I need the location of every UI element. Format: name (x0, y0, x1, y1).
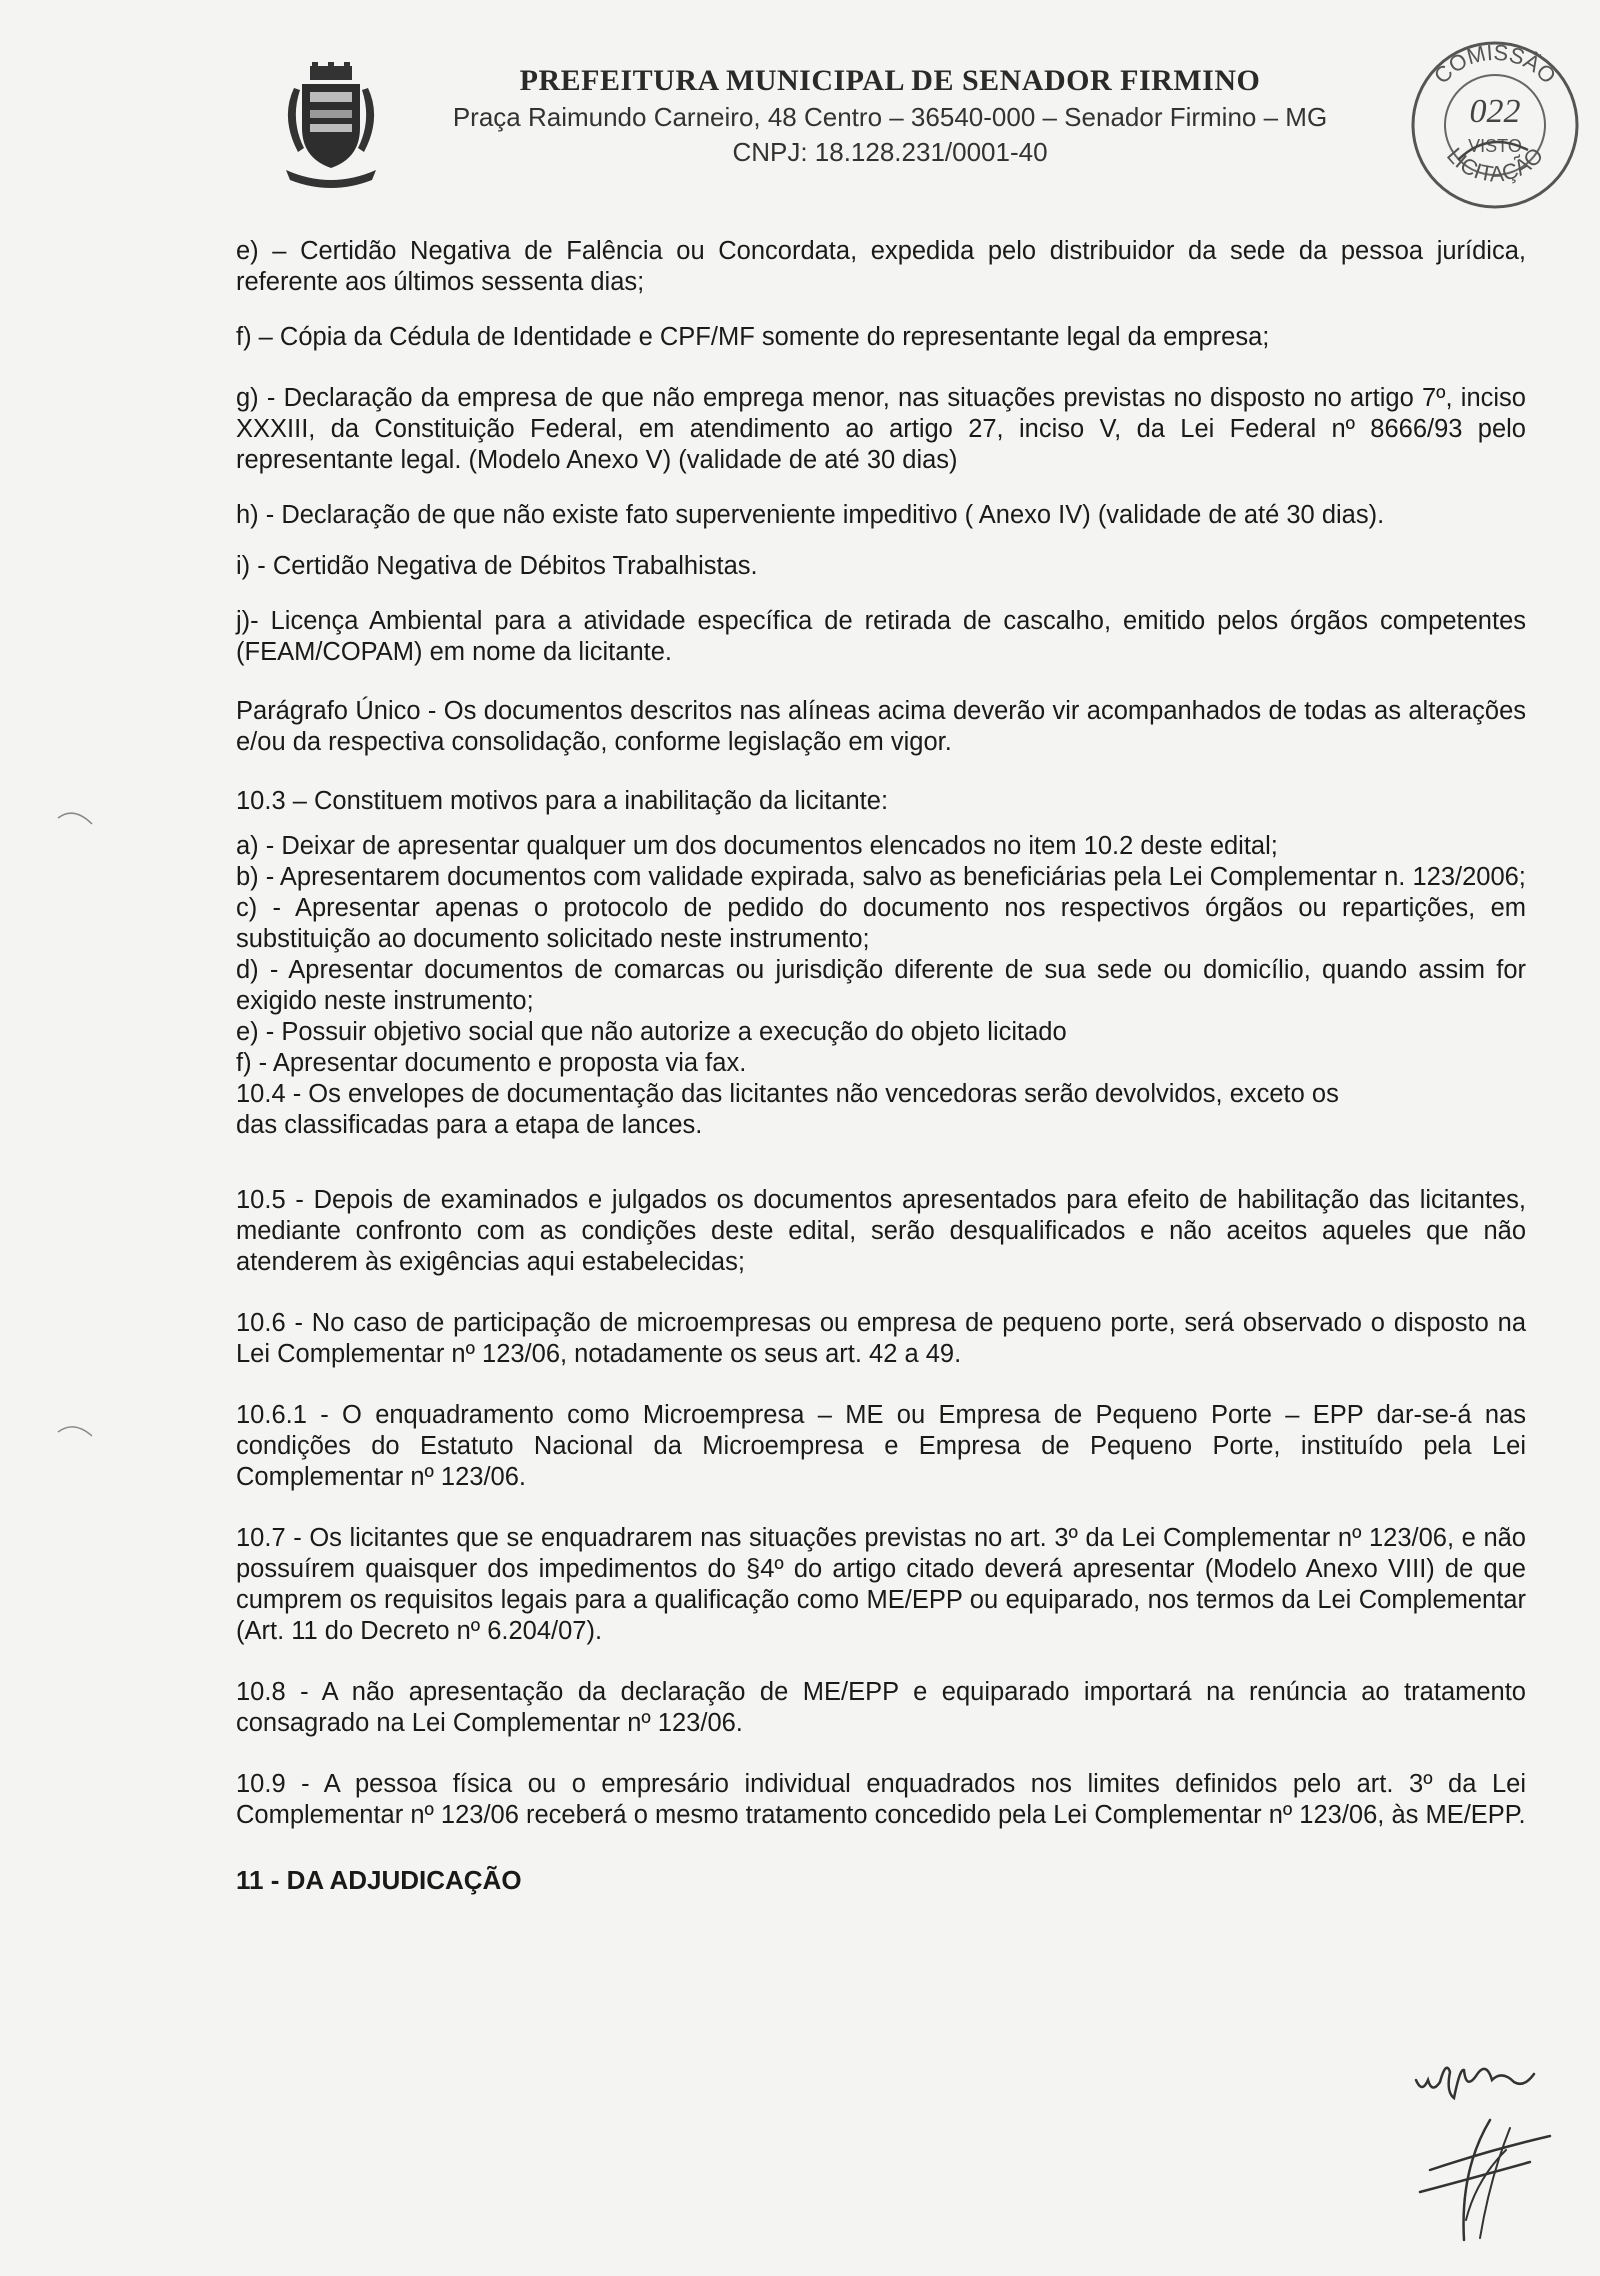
section-10-8: 10.8 - A não apresentação da declaração de ME/EPP e equiparado importará na renúncia ao tratamento consagrado na Lei Complementar nº 123/06. (236, 1678, 1526, 1737)
clause-j: j)- Licença Ambiental para a atividade específica de retirada de cascalho, emitido pelos órgãos competentes (FEAM/COPAM) em nome da licitante. (236, 607, 1526, 666)
signature-mark (1410, 2100, 1560, 2250)
margin-mark (56, 806, 96, 826)
municipality-title: PREFEITURA MUNICIPAL DE SENADOR FIRMINO (519, 64, 1261, 97)
stamp-top-text: COMISSÃO (1428, 39, 1561, 89)
list-item: f) - Apresentar documento e proposta via fax. (236, 1049, 747, 1077)
section-10-6-1: 10.6.1 - O enquadramento como Microempresa – ME ou Empresa de Pequeno Porte – EPP dar-se-á nas condições do Estatuto Nacional da Microempresa e Empresa de Pequeno Porte, instituído pela Lei Complementar nº 123/06. (236, 1401, 1526, 1491)
clause-f: f) – Cópia da Cédula de Identidade e CPF/MF somente do representante legal da empresa; (236, 323, 1270, 351)
list-item: a) - Deixar de apresentar qualquer um dos documentos elencados no item 10.2 deste edital; (236, 832, 1278, 860)
section-10-7: 10.7 - Os licitantes que se enquadrarem nas situações previstas no art. 3º da Lei Complementar nº 123/06, e não possuírem quaisquer dos impedimentos do §4º do artigo citado deverá apresentar (Modelo Anexo VIII) de que cumprem os requisitos legais para a qualificação como ME/EPP ou equiparado, nos termos da Lei Complementar (Art. 11 do Decreto nº 6.204/07). (236, 1524, 1526, 1645)
stamp-middle-text: VISTO (1468, 136, 1522, 156)
document-body (236, 236, 1526, 1896)
coat-of-arms-icon (272, 62, 390, 194)
municipality-address: Praça Raimundo Carneiro, 48 Centro – 36540-000 – Senador Firmino – MG (452, 102, 1328, 132)
section-10-9: 10.9 - A pessoa física ou o empresário individual enquadrados nos limites definidos pelo art. 3º da Lei Complementar nº 123/06 receberá o mesmo tratamento concedido pela Lei Complementar nº 123/06, às ME/EPP. (236, 1770, 1526, 1829)
section-11-heading: 11 - DA ADJUDICAÇÃO (236, 1865, 522, 1895)
commission-stamp (1400, 30, 1590, 220)
letterhead (390, 64, 1390, 168)
clause-h: h) - Declaração de que não existe fato superveniente impeditivo ( Anexo IV) (validade de até 30 dias). (236, 501, 1385, 529)
municipality-cnpj: CNPJ: 18.128.231/0001-40 (732, 137, 1048, 167)
margin-mark (56, 1418, 96, 1438)
section-10-6: 10.6 - No caso de participação de microempresas ou empresa de pequeno porte, será observado o disposto na Lei Complementar nº 123/06, notadamente os seus art. 42 a 49. (236, 1309, 1526, 1368)
clause-i: i) - Certidão Negativa de Débitos Trabalhistas. (236, 552, 758, 580)
stamp-number: 022 (1469, 93, 1521, 130)
stamp-bottom-text: LICITAÇÃO (1441, 142, 1549, 187)
list-item: e) - Possuir objetivo social que não autorize a execução do objeto licitado (236, 1018, 1067, 1046)
list-item: c) - Apresentar apenas o protocolo de pedido do documento nos respectivos órgãos ou repartições, em substituição ao documento solicitado neste instrumento; (236, 894, 1526, 953)
svg-text:COMISSÃO (1429, 40, 1561, 89)
clause-e: e) – Certidão Negativa de Falência ou Concordata, expedida pelo distribuidor da sede da pessoa jurídica, referente aos últimos sessenta dias; (236, 237, 1526, 296)
list-item: b) - Apresentarem documentos com validade expirada, salvo as beneficiárias pela Lei Complementar n. 123/2006; (236, 863, 1526, 891)
single-paragraph: Parágrafo Único - Os documentos descritos nas alíneas acima deverão vir acompanhados de todas as alterações e/ou da respectiva consolidação, conforme legislação em vigor. (236, 697, 1526, 756)
list-item: d) - Apresentar documentos de comarcas ou jurisdição diferente de sua sede ou domicílio, quando assim for exigido neste instrumento; (236, 956, 1526, 1015)
section-10-4: 10.4 - Os envelopes de documentação das licitantes não vencedoras serão devolvidos, exceto os das classificadas para a etapa de lances. (236, 1080, 1339, 1139)
section-10-3-intro: 10.3 – Constituem motivos para a inabilitação da licitante: (236, 787, 889, 815)
section-10-5: 10.5 - Depois de examinados e julgados os documentos apresentados para efeito de habilitação das licitantes, mediante confronto com as condições deste edital, serão desqualificados e não aceitos aqueles que não atenderem às exigências aqui estabelecidas; (236, 1186, 1526, 1276)
clause-g: g) - Declaração da empresa de que não emprega menor, nas situações previstas no disposto no artigo 7º, inciso XXXIII, da Constituição Federal, em atendimento ao artigo 27, inciso V, da Lei Federal nº 8666/93 pelo representante legal. (Modelo Anexo V) (validade de até 30 dias) (236, 384, 1526, 474)
